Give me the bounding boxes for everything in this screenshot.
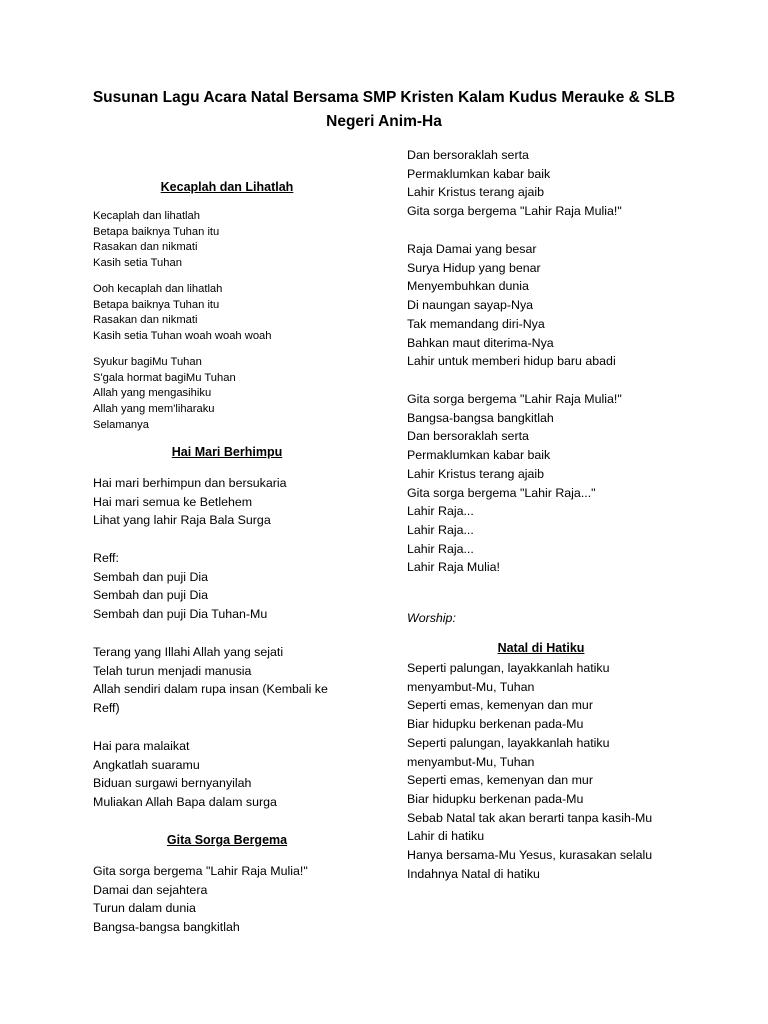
lyric-line: Hai mari berhimpun dan bersukaria <box>93 476 287 490</box>
lyric-line: Sebab Natal tak akan berarti tanpa kasih-Mu <box>407 810 653 825</box>
lyric-line: Sembah dan puji Dia <box>93 569 209 584</box>
lyric-line: Lahir Kristus terang ajaib <box>407 466 545 481</box>
lyric-line: Kasih setia Tuhan <box>93 257 182 270</box>
song2-verse2 <box>93 643 328 718</box>
lyric-line: Permaklumkan kabar baik <box>407 448 551 463</box>
lyric-line: Allah yang mengasihiku <box>93 387 212 400</box>
worship-label-text: Worship: <box>407 611 456 625</box>
song2-verse3 <box>93 737 277 812</box>
lyric-line: Sembah dan puji Dia Tuhan-Mu <box>93 607 268 622</box>
lyric-line: Lihat yang lahir Raja Bala Surga <box>93 513 271 528</box>
lyric-line: Lahir Raja Mulia! <box>407 560 500 575</box>
lyric-line: menyambut-Mu, Tuhan <box>407 754 535 769</box>
song-title-natal-di-hatiku: Natal di Hatiku <box>497 641 585 655</box>
lyric-line: Ooh kecaplah dan lihatlah <box>93 283 223 295</box>
lyric-line: Surya Hidup yang benar <box>407 260 541 275</box>
lyric-line: Lahir Raja... <box>407 541 474 556</box>
lyric-line: Lahir Raja... <box>407 522 474 537</box>
lyric-line: Seperti emas, kemenyan dan mur <box>407 773 593 788</box>
lyric-line: Di naungan sayap-Nya <box>407 298 534 313</box>
song-title-gita-sorga: Gita Sorga Bergema <box>166 833 288 847</box>
lyric-line: Biar hidupku berkenan pada-Mu <box>407 791 584 806</box>
lyric-line: Betapa baiknya Tuhan itu <box>93 298 220 311</box>
title-line-1: Susunan Lagu Acara Natal Bersama SMP Kristen Kalam Kudus Merauke & SLB <box>92 89 676 106</box>
title-line-2: Negeri Anim-Ha <box>326 113 442 130</box>
song1-verse1 <box>93 209 219 272</box>
lyric-line: Gita sorga bergema "Lahir Raja..." <box>407 485 596 500</box>
song1-verse3 <box>93 355 236 434</box>
worship-label <box>407 609 456 628</box>
lyric-line: Dan bersoraklah serta <box>407 148 529 162</box>
song1-verse2 <box>93 282 272 345</box>
song2-verse1 <box>93 474 287 530</box>
lyric-line: Telah turun menjadi manusia <box>93 663 252 678</box>
document-title <box>60 86 708 134</box>
lyric-line: Selamanya <box>93 418 149 431</box>
lyric-line: Gita sorga bergema "Lahir Raja Mulia!" <box>407 392 622 406</box>
lyric-line: Raja Damai yang besar <box>407 242 537 256</box>
lyric-line: Gita sorga bergema "Lahir Raja Mulia!" <box>93 864 308 878</box>
song3-cont3 <box>407 390 622 577</box>
lyric-line: Rasakan dan nikmati <box>93 314 198 327</box>
song2-reff <box>93 549 267 624</box>
lyric-line: Indahnya Natal di hatiku <box>407 866 540 881</box>
lyric-line: Bahkan maut diterima-Nya <box>407 335 554 350</box>
lyric-line: Terang yang Illahi Allah yang sejati <box>93 645 284 659</box>
lyric-line: S'gala hormat bagiMu Tuhan <box>93 371 236 384</box>
lyric-line: Bangsa-bangsa bangkitlah <box>93 920 240 935</box>
lyric-line: Reff: <box>93 551 119 565</box>
lyric-line: Betapa baiknya Tuhan itu <box>93 225 220 238</box>
lyric-line: Muliakan Allah Bapa dalam surga <box>93 795 277 810</box>
lyric-line: Bangsa-bangsa bangkitlah <box>407 410 554 425</box>
lyric-line: Kasih setia Tuhan woah woah woah <box>93 330 272 343</box>
lyric-line: Biar hidupku berkenan pada-Mu <box>407 717 584 732</box>
lyric-line: Allah sendiri dalam rupa insan (Kembali ke <box>93 682 328 697</box>
lyric-line: Damai dan sejahtera <box>93 882 208 897</box>
lyric-line: Rasakan dan nikmati <box>93 241 198 254</box>
song-title-kecaplah: Kecaplah dan Lihatlah <box>160 180 294 194</box>
lyric-line: Permaklumkan kabar baik <box>407 166 551 181</box>
lyric-line: Angkatlah suaramu <box>93 757 200 772</box>
lyric-line: Allah yang mem'liharaku <box>93 403 215 416</box>
lyric-line: Gita sorga bergema "Lahir Raja Mulia!" <box>407 204 622 219</box>
song3-cont2 <box>407 240 616 371</box>
lyric-line: Lahir Raja... <box>407 504 474 519</box>
lyric-line: Hanya bersama-Mu Yesus, kurasakan selalu <box>407 848 653 863</box>
song4-lyrics <box>407 659 652 883</box>
lyric-line: Syukur bagiMu Tuhan <box>93 356 202 368</box>
lyric-line: Hai para malaikat <box>93 739 190 753</box>
lyric-line: Hai mari semua ke Betlehem <box>93 494 253 509</box>
lyric-line: Menyembuhkan dunia <box>407 279 529 294</box>
song3-cont1 <box>407 146 622 221</box>
lyric-line: Seperti palungan, layakkanlah hatiku <box>407 735 610 750</box>
lyric-line: Biduan surgawi bernyanyilah <box>93 776 252 791</box>
song3-verse1 <box>93 862 308 937</box>
lyric-line: Turun dalam dunia <box>93 901 196 916</box>
lyric-line: Reff) <box>93 701 120 716</box>
lyric-line: Lahir di hatiku <box>407 829 485 844</box>
lyric-line: Seperti emas, kemenyan dan mur <box>407 698 593 713</box>
lyric-line: Sembah dan puji Dia <box>93 588 209 603</box>
lyric-line: menyambut-Mu, Tuhan <box>407 679 535 694</box>
lyric-line: Dan bersoraklah serta <box>407 429 529 444</box>
lyric-line: Tak memandang diri-Nya <box>407 316 545 331</box>
lyric-line: Lahir Kristus terang ajaib <box>407 185 545 200</box>
lyric-line: Seperti palungan, layakkanlah hatiku <box>407 661 610 675</box>
lyric-line: Lahir untuk memberi hidup baru abadi <box>407 354 616 369</box>
lyric-line: Kecaplah dan lihatlah <box>93 210 200 222</box>
song-title-hai-mari: Hai Mari Berhimpu <box>171 445 283 459</box>
